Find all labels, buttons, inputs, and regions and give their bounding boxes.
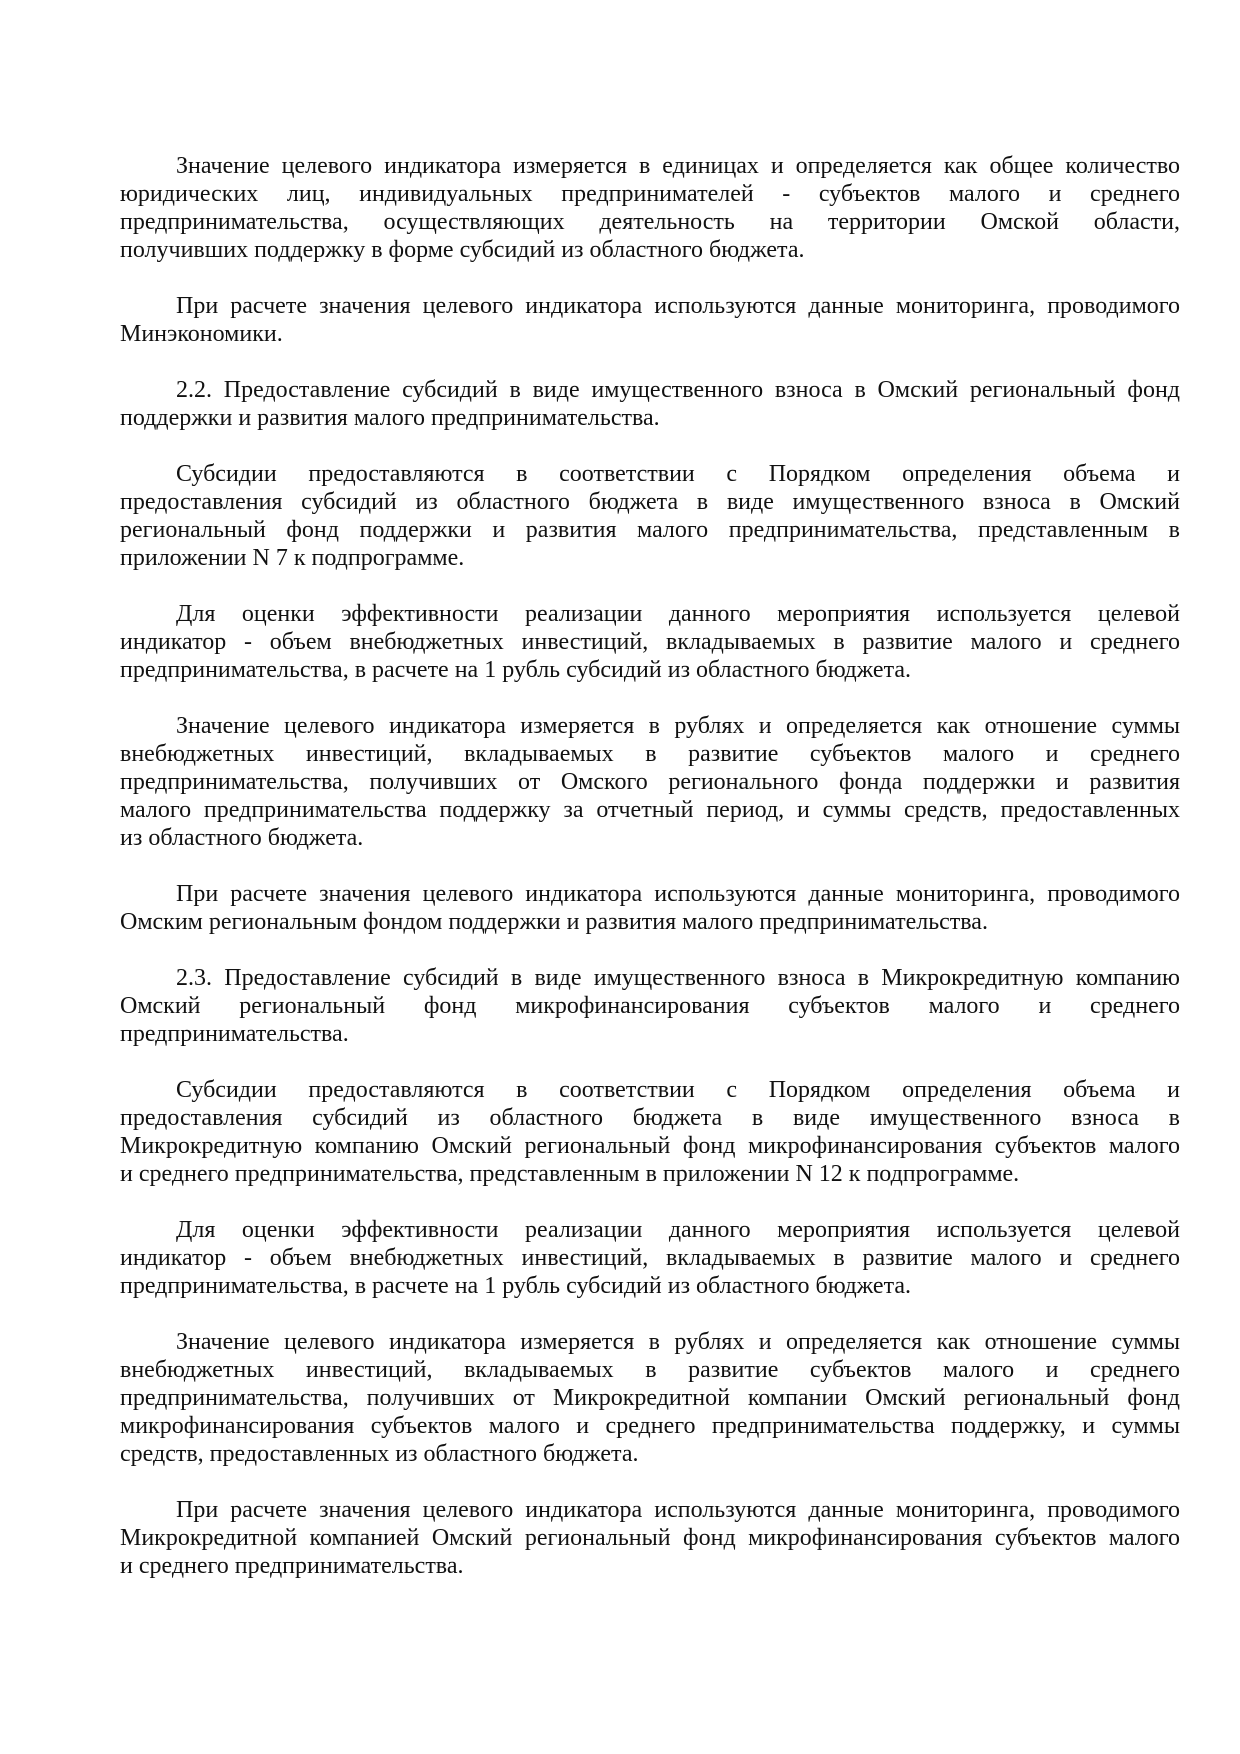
text-line: Омским региональным фондом поддержки и развития малого предпринимательства. (120, 909, 988, 935)
text-line: индикатор - объем внебюджетных инвестиций, вкладываемых в развитие малого и среднего (120, 1245, 1180, 1271)
text-line: Для оценки эффективности реализации данного мероприятия используется целевой (176, 601, 1180, 627)
document-page (120, 152, 1180, 1608)
text-line: предпринимательства, осуществляющих деятельность на территории Омской области, (120, 209, 1180, 235)
text-line: предпринимательства, в расчете на 1 рубль субсидий из областного бюджета. (120, 1273, 912, 1299)
text-line: 2.2. Предоставление субсидий в виде имущественного взноса в Омский региональный фонд (176, 377, 1180, 403)
text-line: из областного бюджета. (120, 825, 364, 851)
text-line: юридических лиц, индивидуальных предпринимателей - субъектов малого и среднего (120, 181, 1180, 207)
text-line: предоставления субсидий из областного бюджета в виде имущественного взноса в Омский (120, 489, 1180, 515)
paragraph (120, 376, 1180, 432)
text-line: Субсидии предоставляются в соответствии с Порядком определения объема и (176, 1077, 1180, 1103)
text-line: предпринимательства. (120, 1021, 349, 1047)
text-line: Субсидии предоставляются в соответствии с Порядком определения объема и (176, 461, 1180, 487)
text-line: 2.3. Предоставление субсидий в виде имущественного взноса в Микрокредитную компанию (176, 965, 1180, 991)
paragraph (120, 292, 1180, 348)
paragraph (120, 600, 1180, 684)
text-line: индикатор - объем внебюджетных инвестиций, вкладываемых в развитие малого и среднего (120, 629, 1180, 655)
text-line: Минэкономики. (120, 321, 283, 347)
paragraph (120, 712, 1180, 852)
text-line: Значение целевого индикатора измеряется в рублях и определяется как отношение суммы (176, 1329, 1180, 1355)
paragraph (120, 1496, 1180, 1580)
text-line: микрофинансирования субъектов малого и среднего предпринимательства поддержку, и суммы (120, 1413, 1180, 1439)
text-line: малого предпринимательства поддержку за отчетный период, и суммы средств, предоставленных (120, 797, 1180, 823)
text-line: внебюджетных инвестиций, вкладываемых в развитие субъектов малого и среднего (120, 1357, 1180, 1383)
paragraph (120, 152, 1180, 264)
paragraph (120, 964, 1180, 1048)
paragraph (120, 880, 1180, 936)
text-line: средств, предоставленных из областного бюджета. (120, 1441, 639, 1467)
text-line: получивших поддержку в форме субсидий из областного бюджета. (120, 237, 805, 263)
text-line: Для оценки эффективности реализации данного мероприятия используется целевой (176, 1217, 1180, 1243)
text-line: Значение целевого индикатора измеряется в рублях и определяется как отношение суммы (176, 713, 1180, 739)
text-line: Омский региональный фонд микрофинансирования субъектов малого и среднего (120, 993, 1180, 1019)
text-line: приложении N 7 к подпрограмме. (120, 545, 465, 571)
text-line: При расчете значения целевого индикатора используются данные мониторинга, проводимого (176, 1497, 1180, 1523)
text-line: поддержки и развития малого предпринимательства. (120, 405, 660, 431)
text-line: и среднего предпринимательства, представленным в приложении N 12 к подпрограмме. (120, 1161, 1020, 1187)
paragraph (120, 460, 1180, 572)
text-line: предпринимательства, в расчете на 1 рубль субсидий из областного бюджета. (120, 657, 912, 683)
text-line: внебюджетных инвестиций, вкладываемых в развитие субъектов малого и среднего (120, 741, 1180, 767)
text-line: региональный фонд поддержки и развития малого предпринимательства, представленным в (120, 517, 1180, 543)
paragraph (120, 1328, 1180, 1468)
text-line: При расчете значения целевого индикатора используются данные мониторинга, проводимого (176, 293, 1180, 319)
text-line: При расчете значения целевого индикатора используются данные мониторинга, проводимого (176, 881, 1180, 907)
text-line: и среднего предпринимательства. (120, 1553, 464, 1579)
text-line: предпринимательства, получивших от Омского регионального фонда поддержки и развития (120, 769, 1180, 795)
text-line: Микрокредитную компанию Омский региональный фонд микрофинансирования субъектов малого (120, 1133, 1180, 1159)
text-line: Микрокредитной компанией Омский региональный фонд микрофинансирования субъектов малого (120, 1525, 1180, 1551)
paragraph (120, 1216, 1180, 1300)
paragraph (120, 1076, 1180, 1188)
text-line: предоставления субсидий из областного бюджета в виде имущественного взноса в (120, 1105, 1180, 1131)
text-line: предпринимательства, получивших от Микрокредитной компании Омский региональный фонд (120, 1385, 1180, 1411)
text-line: Значение целевого индикатора измеряется в единицах и определяется как общее количество (176, 153, 1180, 179)
